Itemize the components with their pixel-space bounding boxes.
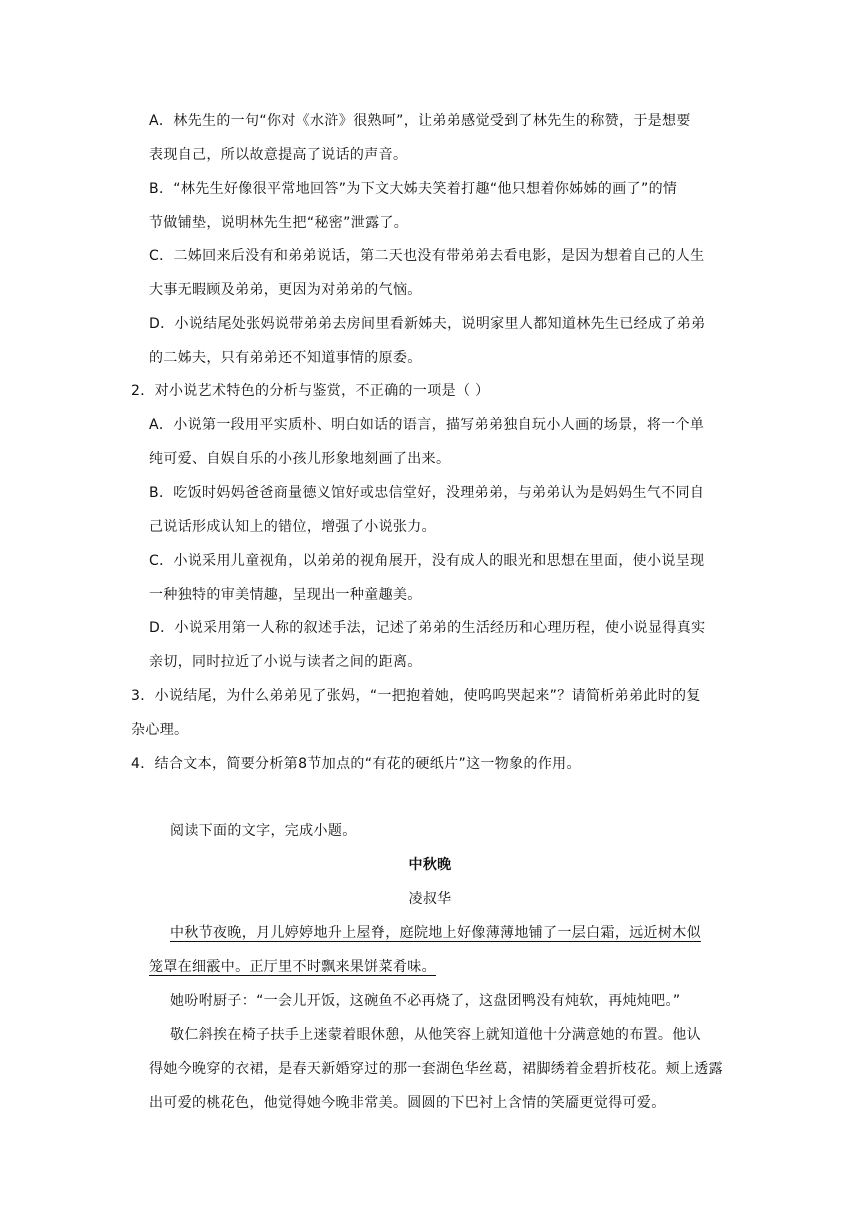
q2-option-d-line2: 亲切，同时拉近了小说与读者之间的距离。 (149, 654, 422, 670)
story-para3-line3: 出可爱的桃花色，他觉得她今晚非常美。圆圆的下巴衬上含情的笑靥更觉得可爱。 (149, 1095, 666, 1111)
story-para2: 她吩咐厨子：“一会儿开饭，这碗鱼不必再烧了，这盘团鸭没有炖软，再炖炖吧。” (170, 993, 681, 1009)
story-para3-line1: 敬仁斜挨在椅子扶手上迷蒙着眼休憩，从他笑容上就知道他十分满意她的布置。他认 (170, 1027, 701, 1043)
q1-option-c-line1: C．二姊回来后没有和弟弟说话，第二天也没有带弟弟去看电影，是因为想着自己的人生 (149, 248, 705, 264)
q3-line2: 杂心理。 (131, 722, 189, 738)
q1-option-b-line2: 节做铺垫，说明林先生把“秘密”泄露了。 (149, 215, 409, 231)
q1-option-a-line1: A．林先生的一句“你对《水浒》很熟呵”，让弟弟感觉受到了林先生的称赞，于是想要 (149, 113, 691, 129)
q2-option-c-line2: 一种独特的审美情趣，呈现出一种童趣美。 (149, 587, 422, 603)
q4-stem: 4．结合文本，简要分析第8节加点的“有花的硬纸片”这一物象的作用。 (131, 756, 581, 772)
q1-option-b-line1: B．“林先生好像很平常地回答”为下文大姊夫笑着打趣“他只想着你姊姊的画了”的情 (149, 181, 678, 197)
q1-option-d-line2: 的二姊夫，只有弟弟还不知道事情的原委。 (149, 350, 422, 366)
story-para1-line2: 笼罩在细霰中。正厅里不时飘来果饼菜肴味。 (149, 959, 436, 975)
story-title: 中秋晚 (408, 857, 452, 873)
story-para1-line1: 中秋节夜晚，月儿婷婷地升上屋脊，庭院地上好像薄薄地铺了一层白霜，远近树木似 (170, 925, 701, 941)
q2-option-a-line2: 纯可爱、自娱自乐的小孩儿形象地刻画了出来。 (149, 451, 451, 467)
q3-line1: 3．小说结尾，为什么弟弟见了张妈，“一把抱着她，使呜呜哭起来”？请简析弟弟此时的复 (131, 688, 701, 704)
q2-option-d-line1: D．小说采用第一人称的叙述手法，记述了弟弟的生活经历和心理历程，使小说显得真实 (149, 620, 706, 636)
story-author: 凌叔华 (408, 891, 452, 907)
q2-option-a-line1: A．小说第一段用平实质朴、明白如话的语言，描写弟弟独自玩小人画的场景，将一个单 (149, 417, 705, 433)
story-para3-line2: 得她今晚穿的衣裙，是春天新婚穿过的那一套湖色华丝葛，裙脚绣着金碧折枝花。颊上透露 (149, 1061, 723, 1077)
q2-option-c-line1: C．小说采用儿童视角，以弟弟的视角展开，没有成人的眼光和思想在里面，使小说呈现 (149, 553, 705, 569)
q1-option-a-line2: 表现自己，所以故意提高了说话的声音。 (149, 147, 408, 163)
q2-option-b-line2: 己说话形成认知上的错位，增强了小说张力。 (149, 519, 436, 535)
q2-stem: 2．对小说艺术特色的分析与鉴赏，不正确的一项是（ ） (131, 383, 490, 399)
q2-option-b-line1: B．吃饭时妈妈爸爸商量德义馆好或忠信堂好，没理弟弟，与弟弟认为是妈妈生气不同自 (149, 485, 705, 501)
q1-option-d-line1: D．小说结尾处张妈说带弟弟去房间里看新姊夫，说明家里人都知道林先生已经成了弟弟 (149, 316, 706, 332)
q1-option-c-line2: 大事无暇顾及弟弟，更因为对弟弟的气恼。 (149, 282, 422, 298)
reading-instruction: 阅读下面的文字，完成小题。 (170, 823, 357, 839)
